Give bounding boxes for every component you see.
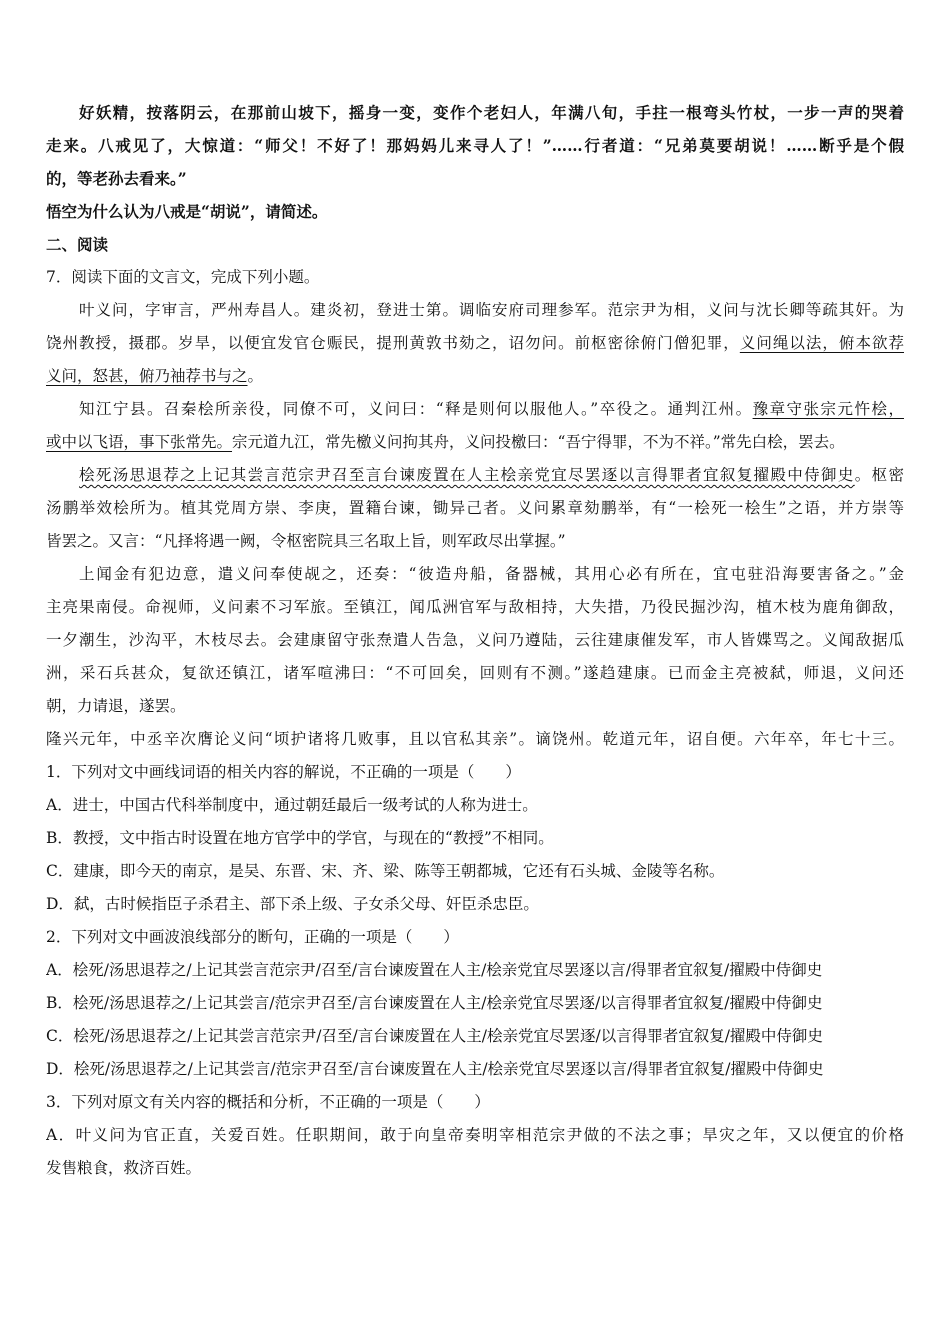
classical-text-p5: 隆兴元年，中丞辛次膺论义问“顷护诸将几败事，且以官私其亲”。谪饶州。乾道元年，诏自便。六年卒，年七十三。 (46, 730, 904, 748)
classical-text-p3-line1 (46, 459, 904, 492)
p2-line1-text: 知江宁县。召秦桧所亲役，同僚不可，义问曰：“释是则何以服他人。”卒役之。通判江州。 (79, 400, 753, 418)
classical-text-p1-line2 (46, 327, 904, 360)
underlined-phrase-1a: 义问绳以法，俯本欲荐 (739, 334, 904, 352)
classical-text-p4-line5: 朝，力请退，遂罢。 (46, 697, 186, 715)
subquestion-2-option-c: C．桧死/汤思退荐之/上记其尝言范宗尹/召至/言台谏废置在人主/桧亲党宜尽罢逐/以言得罪者宜叙复/擢殿中侍御史 (46, 1027, 823, 1045)
passage-question: 悟空为什么认为八戒是“胡说”，请简述。 (46, 202, 328, 221)
p1-line3-end: 。 (247, 367, 264, 385)
subquestion-3-option-a-line1: A．叶义问为官正直，关爱百姓。任职期间，敢于向皇帝奏明宰相范宗尹做的不法之事；旱灾之年，又以便宜的价格 (46, 1126, 904, 1144)
classical-text-p4-line4: 洲，采石兵甚众，复欲还镇江，诸军喧沸曰：“不可回矣，回则有不测。”遂趋建康。已而金主亮被弑，师退，义问还 (46, 664, 904, 682)
subquestion-2-option-d: D．桧死/汤思退荐之/上记其尝言/范宗尹召至/言台谏废置在人主/桧亲党宜尽罢逐以言/得罪者宜叙复/擢殿中侍御史 (46, 1060, 824, 1078)
subquestion-1-option-d: D．弑，古时候指臣子杀君主、部下杀上级、子女杀父母、奸臣杀忠臣。 (46, 895, 539, 913)
subquestion-1-option-c: C．建康，即今天的南京，是吴、东晋、宋、齐、梁、陈等王朝都城，它还有石头城、金陵等名称。 (46, 862, 725, 880)
classical-text-p2-line2 (46, 426, 904, 459)
classical-text-p1-line3 (46, 360, 904, 393)
subquestion-1-option-a: A．进士，中国古代科举制度中，通过朝廷最后一级考试的人称为进士。 (46, 796, 538, 814)
passage-line-1: 好妖精，按落阴云，在那前山坡下，摇身一变，变作个老妇人，年满八旬，手拄一根弯头竹杖，一步一声的哭着 (79, 103, 904, 122)
subquestion-2-option-b: B．桧死/汤思退荐之/上记其尝言/范宗尹召至/言台谏废置在人主/桧亲党宜尽罢逐/以言得罪者宜叙复/擢殿中侍御史 (46, 994, 823, 1012)
subquestion-2-option-a: A．桧死/汤思退荐之/上记其尝言范宗尹/召至/言台谏废置在人主/桧亲党宜尽罢逐以言/得罪者宜叙复/擢殿中侍御史 (46, 961, 823, 979)
p2-line2-text: 宗元道九江，常先檄义问拘其舟，义问投檄曰：“吾宁得罪，不为不祥。”常先白桧，罢去。 (232, 433, 845, 451)
underlined-phrase-1b: 义问，怒甚，俯乃袖荐书与之 (46, 367, 248, 385)
classical-text-p4-line1: 上闻金有犯边意，遣义问奉使觇之，还奏：“彼造舟船，备器械，其用心必有所在，宜屯驻沿海要害备之。”金 (79, 565, 904, 583)
underlined-phrase-2b: 或中以飞语，事下张常先。 (46, 433, 233, 451)
question-7-prompt: 7．阅读下面的文言文，完成下列小题。 (46, 268, 320, 286)
classical-text-p2-line1 (46, 393, 904, 426)
subquestion-2-stem: 2．下列对文中画波浪线部分的断句，正确的一项是（ ） (46, 928, 459, 946)
classical-text-p4-line3: 一夕潮生，沙沟平，木枝尽去。会建康留守张焘遣人告急，义问乃遵陆，云往建康催发军，市人皆媟骂之。义闻敌据瓜 (46, 631, 904, 649)
subquestion-3-option-a-line2: 发售粮食，救济百姓。 (46, 1159, 202, 1177)
classical-text-p4-line2: 主亮果南侵。命视师，义问素不习军旅。至镇江，闻瓜洲官军与敌相持，大失措，乃役民掘沙沟，植木枝为鹿角御敌， (46, 598, 904, 616)
classical-text-p3-line2: 汤鹏举效桧所为。植其党周方崇、李庚，置籍台谏，锄异己者。义问累章劾鹏举，有“一桧死一桧生”之语，并方崇等 (46, 499, 904, 517)
subquestion-1-option-b: B．教授，文中指古时设置在地方官学中的学官，与现在的“教授”不相同。 (46, 829, 554, 847)
classical-text-p3-line3: 皆罢之。又言：“凡择将遇一阙，令枢密院具三名取上旨，则军政尽出掌握。” (46, 532, 566, 550)
passage-line-3: 的，等老孙去看来。” (46, 169, 187, 188)
subquestion-1-stem: 1．下列对文中画线词语的相关内容的解说，不正确的一项是（ ） (46, 763, 521, 781)
section-heading: 二、阅读 (46, 235, 109, 254)
p1-line2-text: 饶州教授，摄郡。岁旱，以便宜发官仓赈民，提刑黄敦书劾之，诏勿问。前枢密徐俯门僧犯罪， (46, 334, 740, 352)
p3-line1-end: 。枢密 (854, 466, 904, 484)
classical-text-p1-line1: 叶义问，字审言，严州寿昌人。建炎初，登进士第。调临安府司理参军。范宗尹为相，义问与沈长卿等疏其奸。为 (79, 301, 904, 319)
underlined-phrase-2a: 豫章守张宗元忤桧， (752, 400, 904, 418)
wavy-underlined-passage: 桧死汤思退荐之上记其尝言范宗尹召至言台谏废置在人主桧亲党宜尽罢逐以言得罪者宜叙复擢殿中侍御史 (79, 466, 855, 484)
passage-line-2: 走来。八戒见了，大惊道：“师父！不好了！那妈妈儿来寻人了！”……行者道：“兄弟莫要胡说！……断乎是个假 (46, 136, 904, 155)
subquestion-3-stem: 3．下列对原文有关内容的概括和分析，不正确的一项是（ ） (46, 1093, 490, 1111)
